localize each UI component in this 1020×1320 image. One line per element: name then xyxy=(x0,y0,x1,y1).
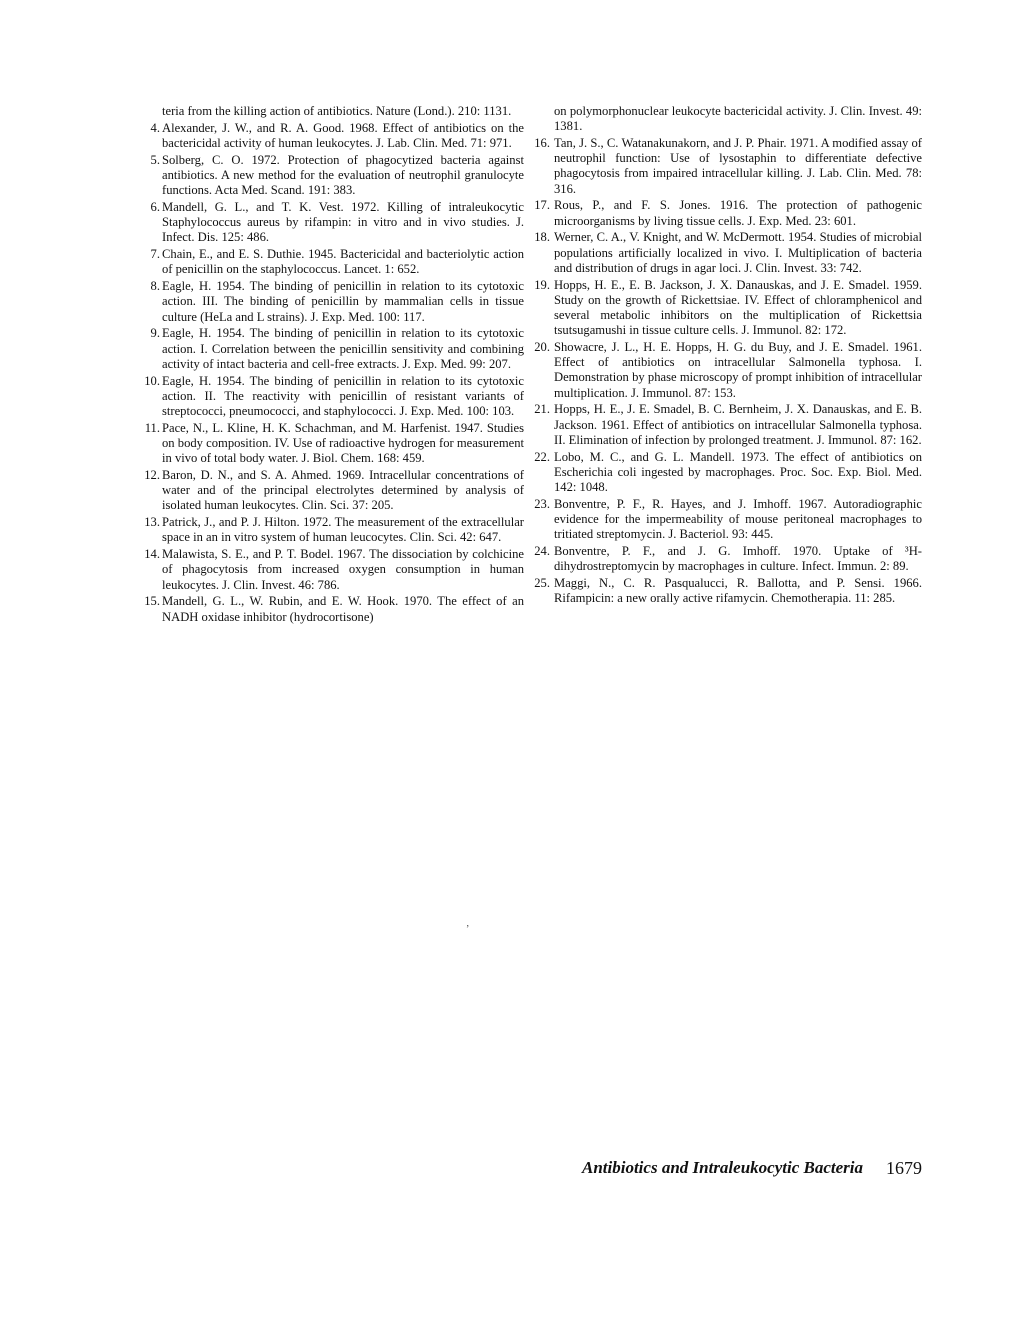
reference-text: Lobo, M. C., and G. L. Mandell. 1973. The effect of antibiotics on Escherichia coli ingested by macrophages. Proc. Soc. Exp. Biol. Med. 142: 1048. xyxy=(554,449,922,495)
reference-text: Alexander, J. W., and R. A. Good. 1968. Effect of antibiotics on the bactericidal activity of human leukocytes. J. Lab. Clin. Med. 71: 971. xyxy=(162,120,524,150)
reference-entry xyxy=(146,200,524,246)
reference-number: 17. xyxy=(534,198,550,213)
reference-text: Baron, D. N., and S. A. Ahmed. 1969. Intracellular concentrations of water and of the principal electrolytes determined by analysis of isolated human leukocytes. Clin. Sci. 37: 205. xyxy=(162,468,524,513)
reference-entry xyxy=(146,421,524,467)
reference-number: 15. xyxy=(144,594,160,609)
reference-text: Mandell, G. L., W. Rubin, and E. W. Hook. 1970. The effect of an NADH oxidase inhibitor (hydrocortisone) xyxy=(162,594,524,624)
reference-number: 21. xyxy=(534,402,550,417)
reference-text: Rous, P., and F. S. Jones. 1916. The protection of pathogenic microorganisms by living tissue cells. J. Exp. Med. 23: 601. xyxy=(554,198,922,228)
reference-number: 24. xyxy=(534,544,550,559)
page-number: 1679 xyxy=(886,1158,922,1178)
reference-entry xyxy=(534,544,922,574)
reference-text: Showacre, J. L., H. E. Hopps, H. G. du Buy, and J. E. Smadel. 1961. Effect of antibiotics on intracellular Salmonella typhosa. I. Demonstration by phase microscopy of prompt inhibition of intracellular multiplication. J. Immunol. 87: 153. xyxy=(554,340,922,400)
reference-number: 20. xyxy=(534,340,550,355)
reference-text: Solberg, C. O. 1972. Protection of phagocytized bacteria against antibiotics. A new method for the evaluation of neutrophil granulocyte functions. Acta Med. Scand. 191: 383. xyxy=(162,152,524,198)
reference-entry xyxy=(534,277,922,339)
reference-number: 7. xyxy=(150,247,160,262)
reference-entry xyxy=(534,198,922,228)
reference-text: Chain, E., and E. S. Duthie. 1945. Bactericidal and bacteriolytic action of penicillin on the staphylococcus. Lancet. 1: 652. xyxy=(162,247,524,277)
reference-entry xyxy=(146,121,524,151)
reference-text: on polymorphonuclear leukocyte bactericidal activity. J. Clin. Invest. 49: 1381. xyxy=(554,104,922,134)
reference-text: Eagle, H. 1954. The binding of penicillin in relation to its cytotoxic action. I. Correlation between the penicillin sensitivity and combining activity of intact bacteria and cell-free extracts. J. Exp. Med. 99: 207. xyxy=(162,326,524,371)
reference-text: Pace, N., L. Kline, H. K. Schachman, and M. Harfenist. 1947. Studies on body composition. IV. Use of radioactive hydrogen for measurement in vivo of total body water. J. Biol. Chem. 168: 459. xyxy=(162,420,524,466)
reference-number: 22. xyxy=(534,449,550,464)
reference-number: 25. xyxy=(534,576,550,591)
reference-number: 23. xyxy=(534,496,550,511)
reference-text: Eagle, H. 1954. The binding of penicillin in relation to its cytotoxic action. II. The reactivity with penicillin of resistant variants of streptococci, pneumococci, and staphylococci. J. Exp. Med. 100: 103. xyxy=(162,373,524,419)
reference-entry xyxy=(146,468,524,514)
reference-entry xyxy=(146,547,524,593)
reference-entry xyxy=(534,340,922,401)
reference-text: Hopps, H. E., J. E. Smadel, B. C. Bernheim, J. X. Danauskas, and E. B. Jackson. 1961. Effect of antibiotics on intracellular Salmonella typhosa. II. Elimination of infection by prolonged treatment. J. Immunol. 87: 162. xyxy=(554,402,922,447)
reference-entry xyxy=(534,402,922,448)
page-footer xyxy=(582,1158,942,1178)
reference-text: Bonventre, P. F., R. Hayes, and J. Imhoff. 1967. Autoradiographic evidence for the impermeability of mouse peritoneal macrophages to tritiated streptomycin. J. Bacteriol. 93: 445. xyxy=(554,496,922,542)
reference-continuation xyxy=(538,104,922,134)
reference-number: 14. xyxy=(144,547,160,562)
reference-text: Malawista, S. E., and P. T. Bodel. 1967. The dissociation by colchicine of phagocytosis from increased oxygen consumption in human leukocytes. J. Clin. Invest. 46: 786. xyxy=(162,547,524,592)
reference-number: 4. xyxy=(150,120,160,135)
reference-entry xyxy=(534,136,922,197)
reference-column-left xyxy=(146,104,524,626)
reference-continuation xyxy=(146,104,524,119)
reference-number: 10. xyxy=(144,373,160,388)
reference-text: Maggi, N., C. R. Pasqualucci, R. Ballotta, and P. Sensi. 1966. Rifampicin: a new orally active rifamycin. Chemotherapia. 11: 285. xyxy=(554,576,922,606)
reference-column-right xyxy=(534,104,922,608)
reference-number: 18. xyxy=(534,230,550,245)
stray-mark: ’ xyxy=(466,924,470,935)
reference-number: 5. xyxy=(150,152,160,167)
reference-text: teria from the killing action of antibiotics. Nature (Lond.). 210: 1131. xyxy=(162,104,512,118)
reference-number: 19. xyxy=(534,277,550,292)
reference-entry xyxy=(534,449,922,496)
reference-number: 9. xyxy=(150,326,160,341)
reference-number: 13. xyxy=(144,515,160,530)
reference-entry xyxy=(534,230,922,276)
reference-number: 6. xyxy=(150,200,160,214)
reference-number: 12. xyxy=(144,468,160,483)
reference-entry xyxy=(146,374,524,420)
reference-text: Werner, C. A., V. Knight, and W. McDermott. 1954. Studies of microbial populations artificially localized in vivo. I. Multiplication of bacteria and distribution of drugs in agar loci. J. Clin. Invest. 33: 742. xyxy=(554,230,922,275)
reference-number: 11. xyxy=(144,420,160,435)
reference-text: Mandell, G. L., and T. K. Vest. 1972. Killing of intraleukocytic Staphylococcus aureus by rifampin: in vitro and in vivo studies. J. Infect. Dis. 125: 486. xyxy=(162,200,524,245)
reference-number: 8. xyxy=(150,279,160,294)
reference-entry xyxy=(146,594,524,624)
reference-number: 16. xyxy=(534,136,550,150)
running-title: Antibiotics and Intraleukocytic Bacteria xyxy=(582,1158,863,1177)
reference-entry xyxy=(534,496,922,543)
reference-entry xyxy=(146,326,524,372)
reference-text: Bonventre, P. F., and J. G. Imhoff. 1970. Uptake of ³H-dihydrostreptomycin by macrophages in culture. Infect. Immun. 2: 89. xyxy=(554,544,922,574)
reference-text: Tan, J. S., C. Watanakunakorn, and J. P. Phair. 1971. A modified assay of neutrophil function: Use of lysostaphin to differentiate defective phagocytosis from impaired intracellular killing. J. Lab. Clin. Med. 78: 316. xyxy=(554,136,922,196)
reference-text: Hopps, H. E., E. B. Jackson, J. X. Danauskas, and J. E. Smadel. 1959. Study on the growth of Rickettsiae. IV. Effect of chloramphenicol and several metabolic inhibitors on the multiplication of Rickettsia tsutsugamushi in tissue culture cells. J. Immunol. 82: 172. xyxy=(554,277,922,338)
reference-entry xyxy=(534,576,922,606)
reference-text: Eagle, H. 1954. The binding of penicillin in relation to its cytotoxic action. III. The binding of penicillin by mammalian cells in tissue culture (HeLa and L strains). J. Exp. Med. 100: 117. xyxy=(162,279,524,324)
reference-text: Patrick, J., and P. J. Hilton. 1972. The measurement of the extracellular space in an in vitro system of human leucocytes. Clin. Sci. 42: 647. xyxy=(162,515,524,545)
reference-entry xyxy=(146,153,524,199)
reference-entry xyxy=(146,515,524,545)
reference-entry xyxy=(146,279,524,325)
reference-entry xyxy=(146,247,524,277)
